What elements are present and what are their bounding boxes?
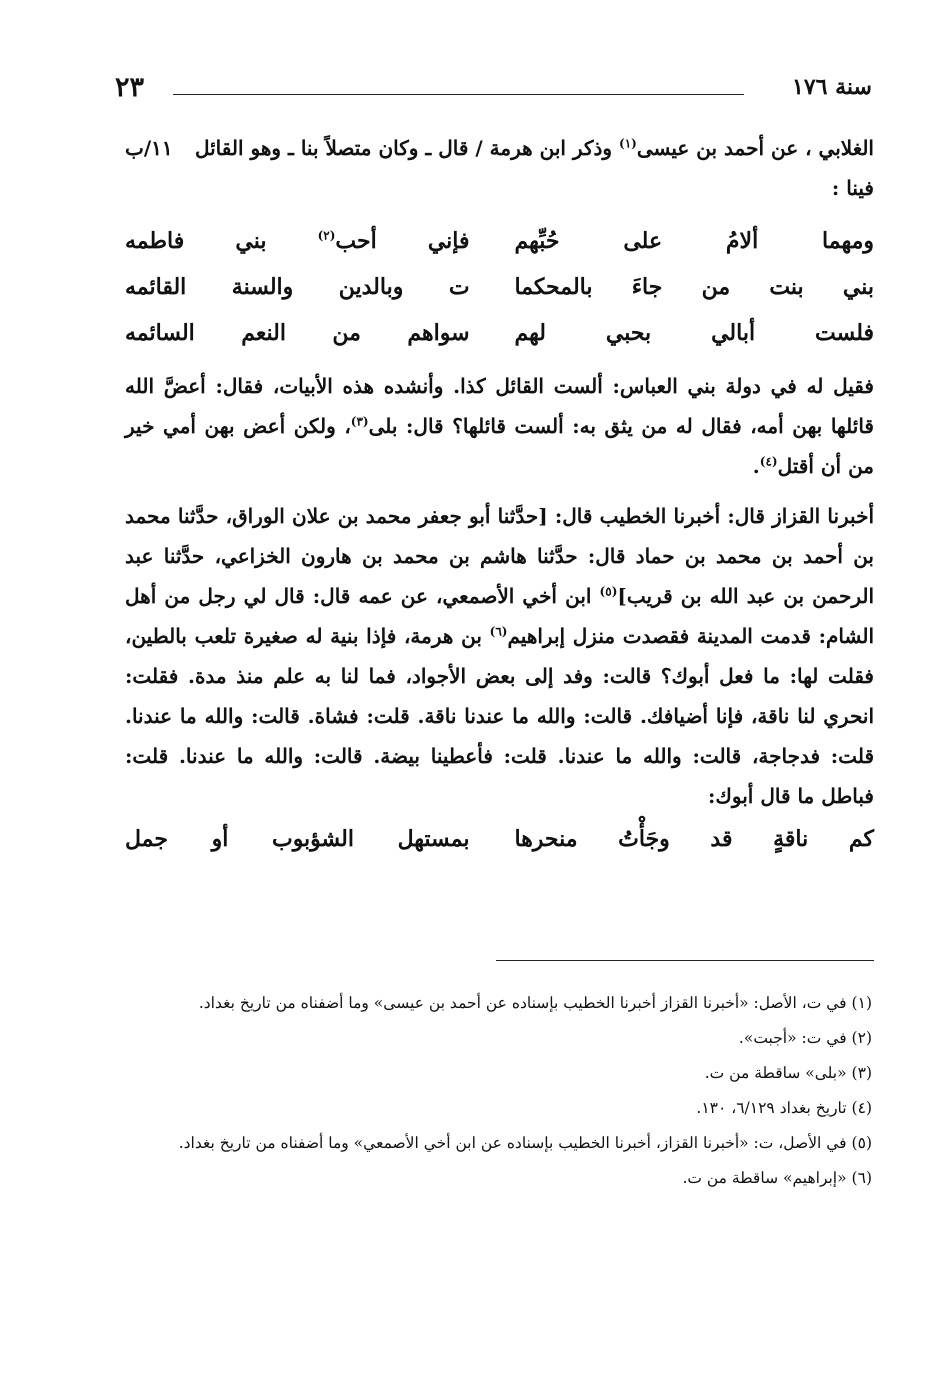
- poem-1: [125, 218, 874, 356]
- header-rule: [173, 94, 744, 95]
- poem-1-verse-1: [125, 218, 874, 264]
- footnote-ref-1: (١): [619, 136, 637, 151]
- footnote-number: (٥): [851, 1134, 872, 1152]
- paragraph-3: أخبرنا القزاز قال: أخبرنا الخطيب قال: [حدَّثنا أبو جعفر محمد بن علان الوراق، حدَّثنا محمد بن أحمد بن محمد بن حماد قال: حدَّثنا هاشم بن محمد بن هارون الخزاعي، حدَّثنا عبد الرحمن بن عبد الله بن قريب]$^{(٥)}$ ابن أخي الأصمعي، عن عمه قال: قال لي رجل من أهل الشام: قدمت المدينة فقصدت منزل إبراهيم$^{(٦)}$ بن هرمة، فإذا بنية له صغيرة تلعب بالطين، فقلت لها: ما فعل أبوك؟ قالت: وفد إلى بعض الأجواد، فما لنا به علم منذ مدة. فقلت: انحري لنا ناقة، فإنا أضيافك. قالت: والله ما عندنا ناقة. قلت: فشاة. قالت: والله ما عندنا. قلت: فدجاجة، قالت: والله ما عندنا. قلت: فأعطينا بيضة. قالت: والله ما عندنا. قلت: فباطل ما قال أبوك:: [125, 504, 875, 808]
- margin-folio-ref: ١١/ب: [125, 136, 173, 160]
- footnote-6: [68, 1163, 872, 1194]
- hemistich-second: فإني أحب$^{(٢)}$ بني فاطمه: [125, 228, 470, 254]
- footnote-ref-5: (٥): [599, 584, 618, 599]
- footnote-text: في ت، الأصل: «أخبرنا القزاز أخبرنا الخطيب بإسناده عن أحمد بن عيسى» وما أضفناه من تاريخ بغداد.: [198, 994, 847, 1012]
- header-year: سنة ١٧٦: [792, 74, 872, 100]
- footnote-number: (٤): [851, 1099, 872, 1117]
- poem-2: [125, 816, 874, 862]
- hemistich-first: فلست أبالي بحبي لهم: [514, 320, 874, 346]
- poem-1-verse-3: [125, 310, 874, 356]
- footnote-4: [68, 1093, 872, 1124]
- footnote-1: [68, 988, 872, 1019]
- footnote-ref-2: (٢): [317, 228, 336, 243]
- hemistich-first: كم ناقةٍ قد وجَأْتُ منحرها: [514, 826, 874, 852]
- footnote-ref-3: (٣): [350, 414, 369, 429]
- hemistich-first: بني بنت من جاءَ بالمحكما: [514, 274, 874, 300]
- poem-1-verse-2: [125, 264, 874, 310]
- footnote-text: «بلى» ساقطة من ت.: [704, 1064, 847, 1082]
- page-number: ٢٣: [115, 72, 145, 103]
- intro-line: [125, 128, 874, 168]
- footnote-ref-4: (٤): [759, 454, 778, 469]
- footnote-ref-6: (٦): [489, 624, 508, 639]
- intro-text: الغلابي ، عن أحمد بن عيسى$^{(١)}$ وذكر ابن هرمة / قال ـ وكان متصلاً بنا ـ وهو القائل: [194, 136, 874, 160]
- footnote-2: [68, 1023, 872, 1054]
- footnote-number: (٦): [851, 1169, 872, 1187]
- intro-line-2: فينا :: [831, 176, 874, 200]
- footnote-text: «إبراهيم» ساقطة من ت.: [682, 1169, 847, 1187]
- footnote-5: [68, 1128, 872, 1159]
- poem-2-verse-1: [125, 816, 874, 862]
- hemistich-second: بمستهل الشؤبوب أو جمل: [125, 826, 470, 852]
- running-header: [115, 72, 872, 112]
- footnote-separator: [496, 960, 874, 961]
- footnote-text: في ت: «أجبت».: [738, 1029, 847, 1047]
- hemistich-second: سواهم من النعم السائمه: [125, 320, 470, 346]
- hemistich-first: ومهما ألامُ على حُبِّهم: [514, 228, 874, 254]
- main-text: [125, 128, 874, 862]
- hemistich-second: ت وبالدين والسنة القائمه: [125, 274, 470, 300]
- footnotes: [68, 988, 872, 1198]
- footnote-3: [68, 1058, 872, 1089]
- paragraph-2: فقيل له في دولة بني العباس: ألست القائل كذا. وأنشده هذه الأبيات، فقال: أعضَّ الله قائلها بهن أمه، فقال له من يثق به: ألست قائلها؟ قال: بلى$^{(٣)}$، ولكن أعض بهن أمي خير من أن أقتل$^{(٤)}$.: [125, 374, 874, 478]
- footnote-text: تاريخ بغداد ٦/١٢٩، ١٣٠.: [696, 1099, 847, 1117]
- footnote-number: (٢): [851, 1029, 872, 1047]
- footnote-number: (٣): [851, 1064, 872, 1082]
- footnote-number: (١): [851, 994, 872, 1012]
- footnote-text: في الأصل، ت: «أخبرنا القزاز، أخبرنا الخطيب بإسناده عن ابن أخي الأصمعي» وما أضفناه من تاريخ بغداد.: [178, 1134, 847, 1152]
